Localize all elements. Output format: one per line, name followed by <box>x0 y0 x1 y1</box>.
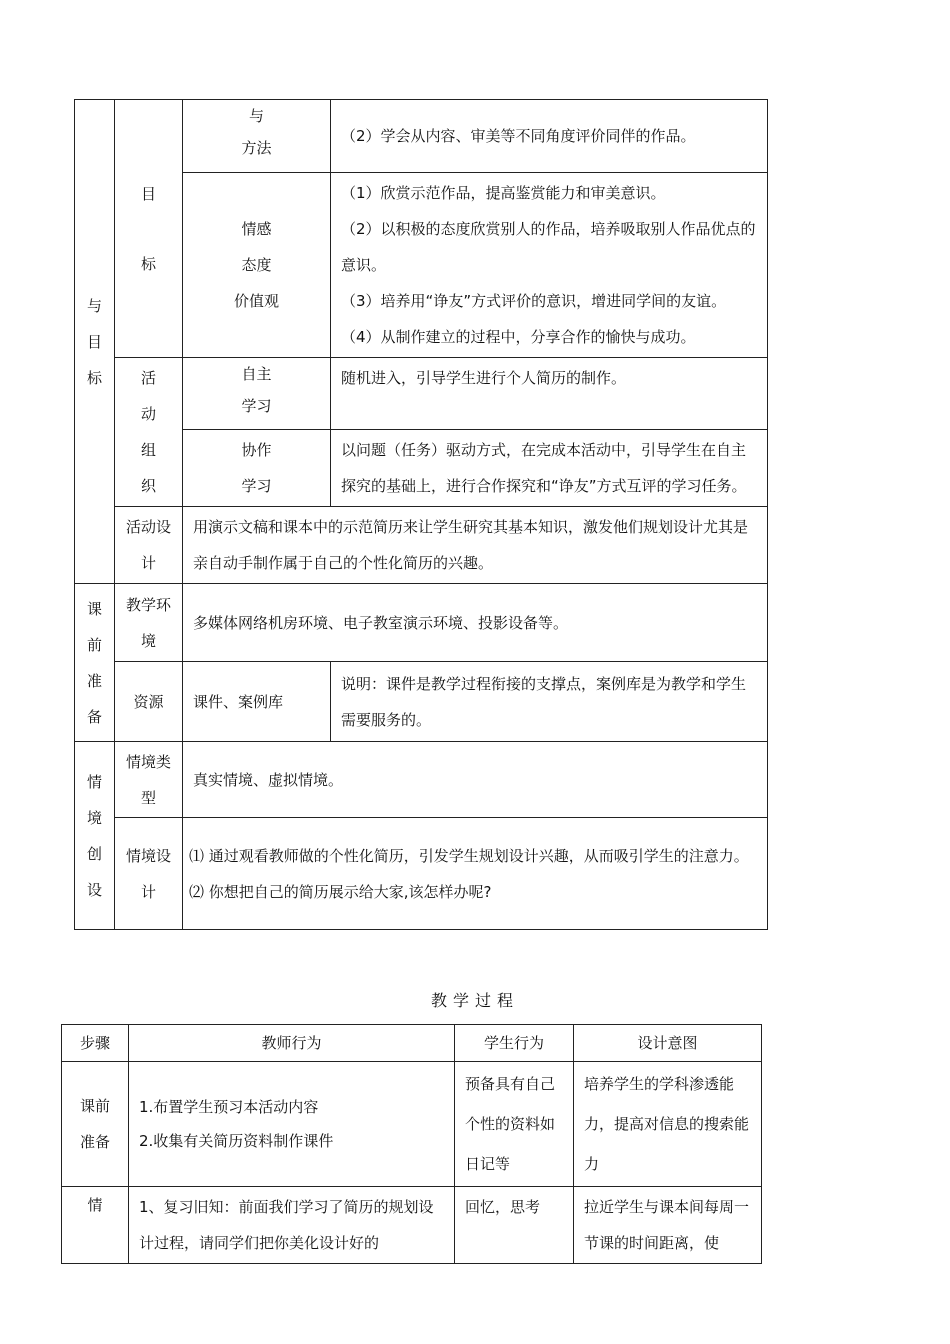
activity-org-label-3: 组 <box>140 441 156 459</box>
outer-label-3: 标 <box>86 368 102 387</box>
row1-step <box>62 1062 129 1187</box>
activity-design-label-2: 计 <box>140 554 156 572</box>
emotion-label-3: 价值观 <box>234 292 280 310</box>
situation-type-text: 真实情境、虚拟情境。 <box>183 742 768 818</box>
situation-design-line-2: ⑵ 你想把自己的简历展示给大家,该怎样办呢? <box>189 882 492 901</box>
row1-intent: 培养学生的学科渗透能力，提高对信息的搜索能力 <box>574 1062 762 1187</box>
situation-label-2: 境 <box>86 808 102 827</box>
situation-label-1: 情 <box>86 772 102 791</box>
situation-design-text <box>183 818 768 930</box>
goal-label-1: 目 <box>140 184 156 203</box>
situation-design-label-1: 情境设 <box>125 846 171 865</box>
self-study-label-2: 学习 <box>241 397 272 415</box>
res-text: 课件、案例库 <box>183 662 331 742</box>
method-label-2: 方法 <box>241 139 272 157</box>
method-label-cell <box>183 100 331 173</box>
header-student: 学生行为 <box>455 1025 574 1062</box>
situation-design-label-2: 计 <box>140 882 156 901</box>
activity-design-label-cell <box>115 507 183 584</box>
row1-student: 预备具有自己个性的资料如日记等 <box>455 1062 574 1187</box>
emotion-line-2: （2）以积极的态度欣赏别人的作品，培养吸取别人作品优点的意识。 <box>341 220 756 274</box>
emotion-line-1: （1）欣赏示范作品，提高鉴赏能力和审美意识。 <box>341 184 666 202</box>
situation-design-label-cell <box>115 818 183 930</box>
emotion-label-cell <box>183 173 331 358</box>
situation-label-4: 设 <box>86 880 102 899</box>
emotion-text <box>331 173 768 358</box>
row1-step-2: 准备 <box>79 1133 110 1151</box>
row1-teacher-1: 1.布置学生预习本活动内容 <box>139 1098 319 1116</box>
row2-student: 回忆，思考 <box>455 1187 574 1264</box>
res-label: 资源 <box>115 662 183 742</box>
self-study-label-cell <box>183 358 331 430</box>
situation-type-label-1: 情境类 <box>125 752 171 771</box>
outer-label-2: 目 <box>86 332 102 351</box>
row1-teacher <box>129 1062 455 1187</box>
coop-study-label-2: 学习 <box>241 477 272 495</box>
outer-label-1: 与 <box>86 296 102 315</box>
row1-teacher-2: 2.收集有关简历资料制作课件 <box>139 1132 334 1150</box>
activity-design-text: 用演示文稿和课本中的示范简历来让学生研究其基本知识，激发他们规划设计尤其是亲自动手制作属于自己的个性化简历的兴趣。 <box>183 507 768 584</box>
activity-org-label-cell <box>115 358 183 507</box>
env-label-1: 教学环 <box>125 595 171 614</box>
header-teacher: 教师行为 <box>129 1025 455 1062</box>
prep-label-1: 课 <box>86 599 102 618</box>
prep-label-cell <box>75 584 115 742</box>
activity-design-label-1: 活动设 <box>125 518 171 536</box>
prep-label-3: 准 <box>86 671 102 690</box>
prep-label-4: 备 <box>86 707 102 726</box>
objectives-table <box>74 99 768 930</box>
self-study-label-1: 自主 <box>241 365 272 383</box>
emotion-line-4: （4）从制作建立的过程中，分享合作的愉快与成功。 <box>341 328 696 346</box>
emotion-label-2: 态度 <box>241 256 272 274</box>
outer-label-cell <box>75 100 115 584</box>
env-label-2: 境 <box>140 631 156 650</box>
emotion-line-3: （3）培养用“诤友”方式评价的意识，增进同学间的友谊。 <box>341 292 727 310</box>
situation-type-label-2: 型 <box>140 788 156 807</box>
process-title: 教学过程 <box>430 991 519 1010</box>
prep-label-2: 前 <box>86 635 102 654</box>
row2-step: 情 <box>62 1187 129 1264</box>
activity-org-label-1: 活 <box>140 369 156 387</box>
coop-study-label-cell <box>183 430 331 507</box>
activity-org-label-2: 动 <box>140 405 156 423</box>
row2-intent: 拉近学生与课本间每周一节课的时间距离，使 <box>574 1187 762 1264</box>
emotion-label-1: 情感 <box>241 220 272 238</box>
situation-label-3: 创 <box>86 844 102 863</box>
activity-org-label-4: 织 <box>140 477 156 495</box>
row1-step-1: 课前 <box>79 1097 110 1115</box>
situation-type-label-cell <box>115 742 183 818</box>
goal-label-2: 标 <box>140 254 156 273</box>
self-study-text: 随机进入，引导学生进行个人简历的制作。 <box>331 358 768 430</box>
header-intent: 设计意图 <box>574 1025 762 1062</box>
situation-label-cell <box>75 742 115 930</box>
res-note: 说明：课件是教学过程衔接的支撑点，案例库是为教学和学生需要服务的。 <box>331 662 768 742</box>
method-text: （2）学会从内容、审美等不同角度评价同伴的作品。 <box>331 100 768 173</box>
coop-study-label-1: 协作 <box>241 441 272 459</box>
coop-study-text: 以问题（任务）驱动方式，在完成本活动中，引导学生在自主探究的基础上，进行合作探究和“诤友”方式互评的学习任务。 <box>331 430 768 507</box>
situation-design-line-1: ⑴ 通过观看教师做的个性化简历，引发学生规划设计兴趣，从而吸引学生的注意力。 <box>189 846 749 865</box>
env-label-cell <box>115 584 183 662</box>
header-step: 步骤 <box>62 1025 129 1062</box>
process-table <box>61 1024 762 1264</box>
goal-label-cell <box>115 100 183 358</box>
env-text: 多媒体网络机房环境、电子教室演示环境、投影设备等。 <box>183 584 768 662</box>
method-label-1: 与 <box>249 107 265 125</box>
row2-teacher: 1、复习旧知：前面我们学习了简历的规划设计过程，请同学们把你美化设计好的 <box>129 1187 455 1264</box>
